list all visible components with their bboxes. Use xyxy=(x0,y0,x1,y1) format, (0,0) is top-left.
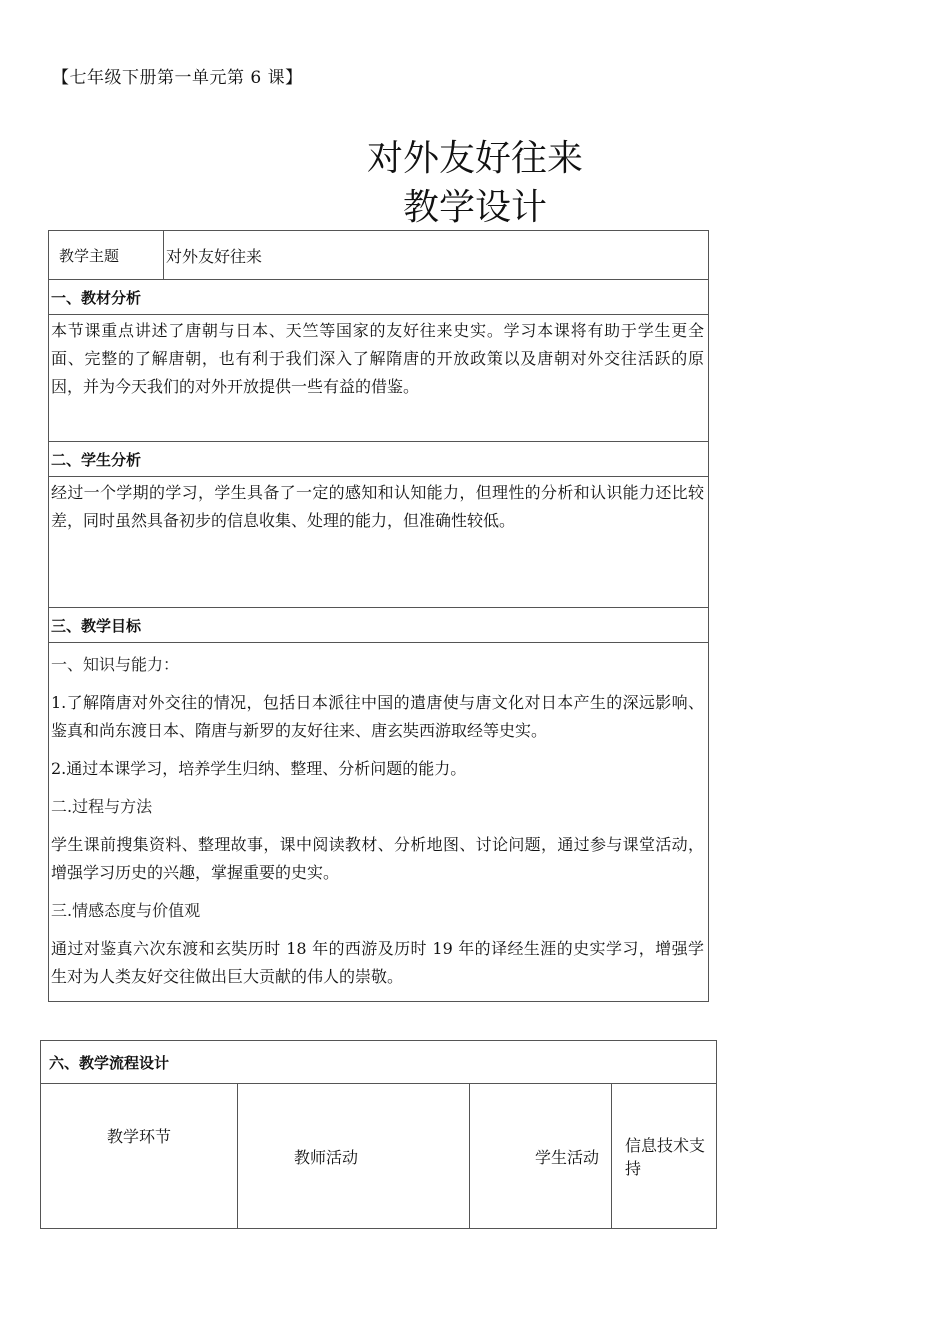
section-textbook-analysis-heading-row xyxy=(49,280,709,315)
section-heading: 三、教学目标 xyxy=(49,608,709,643)
flow-heading-row xyxy=(41,1041,717,1084)
lesson-reference: 【七年级下册第一单元第 6 课】 xyxy=(52,68,303,88)
page-subtitle: 教学设计 xyxy=(402,187,547,228)
topic-row xyxy=(49,231,709,280)
page-title: 对外友好往来 xyxy=(366,138,583,179)
section-heading: 二、学生分析 xyxy=(49,442,709,477)
column-header: 教学环节 xyxy=(41,1084,238,1229)
column-header: 学生活动 xyxy=(470,1084,612,1229)
section-textbook-analysis-body-row xyxy=(49,315,709,442)
section-student-analysis-heading-row xyxy=(49,442,709,477)
objective-item: 1.了解隋唐对外交往的情况，包括日本派往中国的遣唐使与唐文化对日本产生的深远影响、鉴真和尚东渡日本、隋唐与新罗的友好往来、唐玄奘西游取经等史实。 xyxy=(51,693,704,740)
topic-label: 教学主题 xyxy=(49,231,164,280)
flow-heading: 六、教学流程设计 xyxy=(41,1041,717,1084)
teaching-flow-table xyxy=(40,1040,717,1229)
section-objectives-body-row xyxy=(49,643,709,1002)
section-student-analysis-body-row xyxy=(49,477,709,608)
column-header: 教师活动 xyxy=(238,1084,470,1229)
lesson-plan-table xyxy=(48,230,709,1002)
objective-item: 2.通过本课学习，培养学生归纳、整理、分析问题的能力。 xyxy=(51,759,467,778)
objective-item: 通过对鉴真六次东渡和玄奘历时 18 年的西游及历时 19 年的译经生涯的史实学习，增强学生对为人类友好交往做出巨大贡献的伟人的崇敬。 xyxy=(51,939,704,986)
section-body xyxy=(49,643,709,1002)
flow-columns-row xyxy=(41,1084,717,1229)
objective-subheading: 三.情感态度与价值观 xyxy=(51,901,201,920)
section-body xyxy=(49,315,709,442)
student-analysis-text: 经过一个学期的学习，学生具备了一定的感知和认知能力，但理性的分析和认识能力还比较差，同时虽然具备初步的信息收集、处理的能力，但准确性较低。 xyxy=(51,483,704,530)
section-heading: 一、教材分析 xyxy=(49,280,709,315)
objective-subheading: 二.过程与方法 xyxy=(51,797,153,816)
topic-value: 对外友好往来 xyxy=(164,231,709,280)
section-objectives-heading-row xyxy=(49,608,709,643)
column-header: 信息技术支持 xyxy=(612,1084,717,1229)
textbook-analysis-text: 本节课重点讲述了唐朝与日本、天竺等国家的友好往来史实。学习本课将有助于学生更全面、完整的了解唐朝，也有利于我们深入了解隋唐的开放政策以及唐朝对外交往活跃的原因，并为今天我们的对外开放提供一些有益的借鉴。 xyxy=(51,321,704,396)
section-body xyxy=(49,477,709,608)
objective-item: 学生课前搜集资料、整理故事，课中阅读教材、分析地图、讨论问题，通过参与课堂活动，增强学习历史的兴趣，掌握重要的史实。 xyxy=(51,835,704,882)
objective-subheading: 一、知识与能力： xyxy=(51,655,180,674)
